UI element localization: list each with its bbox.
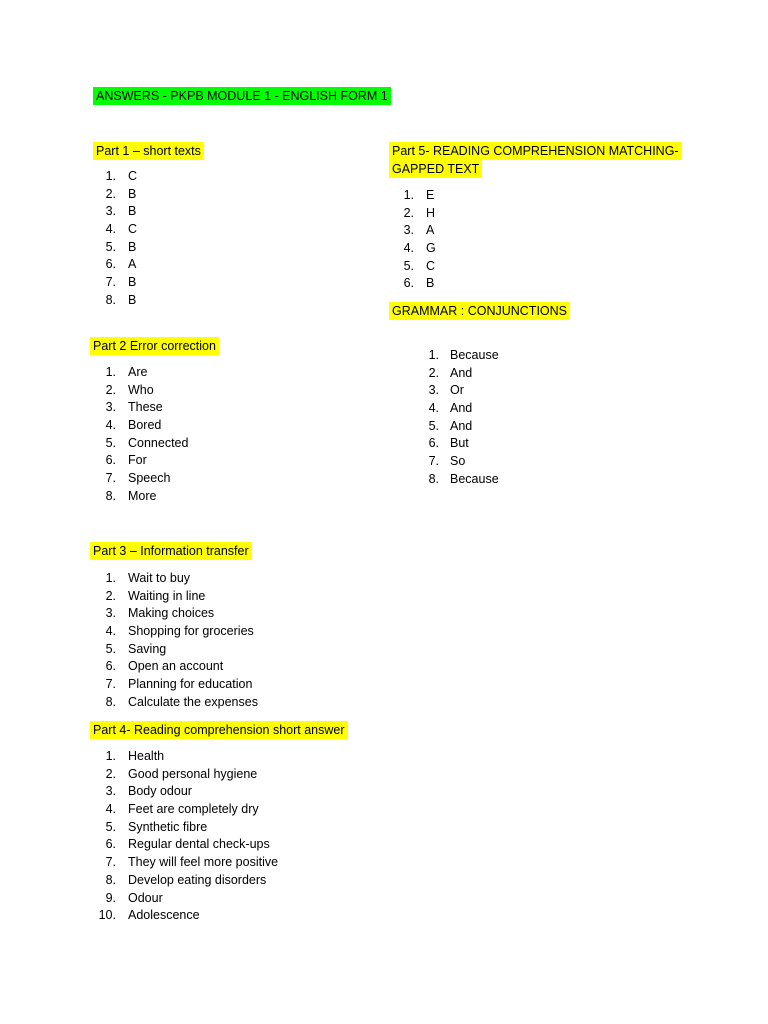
part2-heading: Part 2 Error correction: [90, 337, 219, 355]
list-item: 8. Develop eating disorders: [105, 872, 267, 887]
list-item: 3. Making choices: [105, 606, 215, 621]
part5-heading-line1: Part 5- READING COMPREHENSION MATCHING-: [389, 142, 682, 160]
list-item: 1. E: [403, 188, 435, 202]
list-item: 4. Feet are completely dry: [105, 802, 259, 817]
list-item: 4. C: [105, 222, 138, 237]
list-item: 2. B: [105, 186, 137, 201]
list-item: 4. Bored: [105, 418, 162, 433]
list-item: 7. Speech: [105, 471, 171, 486]
part3-answer-list: [90, 570, 258, 712]
part1-heading-wrap: [93, 142, 204, 160]
list-item: 4. G: [403, 241, 436, 256]
list-item: 5. C: [403, 258, 436, 273]
list-item: 4. Shopping for groceries: [105, 624, 254, 639]
list-item: 1. Because: [428, 348, 499, 362]
list-item: 6. But: [428, 436, 469, 451]
grammar-answer-list: [387, 347, 499, 489]
part5-heading-line1-wrap: [389, 142, 682, 160]
part5-heading-line2: GAPPED TEXT: [389, 160, 482, 178]
list-item: 3. B: [105, 204, 137, 219]
list-item: 3. Or: [428, 383, 464, 398]
list-item: 5. Synthetic fibre: [105, 819, 208, 834]
list-item: 6. B: [403, 276, 435, 291]
list-item: 8. More: [105, 488, 157, 503]
list-item: 1. Are: [105, 365, 148, 379]
list-item: 8. Because: [428, 471, 499, 486]
list-item: 8. B: [105, 292, 137, 307]
part2-heading-wrap: [90, 337, 219, 355]
part4-heading: Part 4- Reading comprehension short answer: [90, 721, 348, 739]
list-item: 5. And: [428, 418, 473, 433]
part5-heading-line2-wrap: [389, 160, 482, 178]
part2-answer-list: [90, 364, 188, 506]
part4-heading-wrap: [90, 721, 348, 739]
document-title: ANSWERS - PKPB MODULE 1 - ENGLISH FORM 1: [93, 87, 391, 105]
list-item: 9. Odour: [105, 890, 163, 905]
part3-heading: Part 3 – Information transfer: [90, 542, 252, 560]
part5-answer-list: [386, 187, 436, 293]
list-item: 7. They will feel more positive: [105, 855, 279, 870]
list-item: 3. These: [105, 400, 163, 415]
list-item: 6. For: [105, 453, 147, 468]
list-item: 7. Planning for education: [105, 677, 253, 692]
list-item: 2. Waiting in line: [105, 588, 206, 603]
list-item: 6. Regular dental check-ups: [105, 837, 270, 852]
grammar-heading-wrap: [389, 302, 570, 320]
grammar-heading: GRAMMAR : CONJUNCTIONS: [389, 302, 570, 320]
part1-heading: Part 1 – short texts: [93, 142, 204, 160]
list-item: 1. C: [105, 169, 138, 183]
part3-heading-wrap: [90, 542, 252, 560]
list-item: 6. Open an account: [105, 659, 224, 674]
part1-answer-list: [90, 168, 137, 310]
list-item: 2. H: [403, 205, 436, 220]
list-item: 2. Good personal hygiene: [105, 766, 258, 781]
list-item: 6. A: [105, 257, 137, 272]
list-item: 5. Saving: [105, 641, 167, 656]
list-item: 8. Calculate the expenses: [105, 694, 258, 709]
list-item: 2. And: [428, 365, 473, 380]
list-item: 3. Body odour: [105, 784, 192, 799]
list-item: 3. A: [403, 223, 435, 238]
part4-answer-list: [90, 748, 278, 925]
list-item: 4. And: [428, 401, 473, 416]
list-item: 1. Wait to buy: [105, 571, 191, 585]
list-item: 5. B: [105, 239, 137, 254]
list-item: 2. Who: [105, 382, 154, 397]
list-item: 1. Health: [105, 749, 165, 763]
list-item: 5. Connected: [105, 435, 189, 450]
list-item: 7. So: [428, 454, 466, 469]
list-item: 7. B: [105, 275, 137, 290]
document-title-wrap: [93, 87, 391, 105]
list-item: 10. Adolescence: [98, 908, 200, 923]
